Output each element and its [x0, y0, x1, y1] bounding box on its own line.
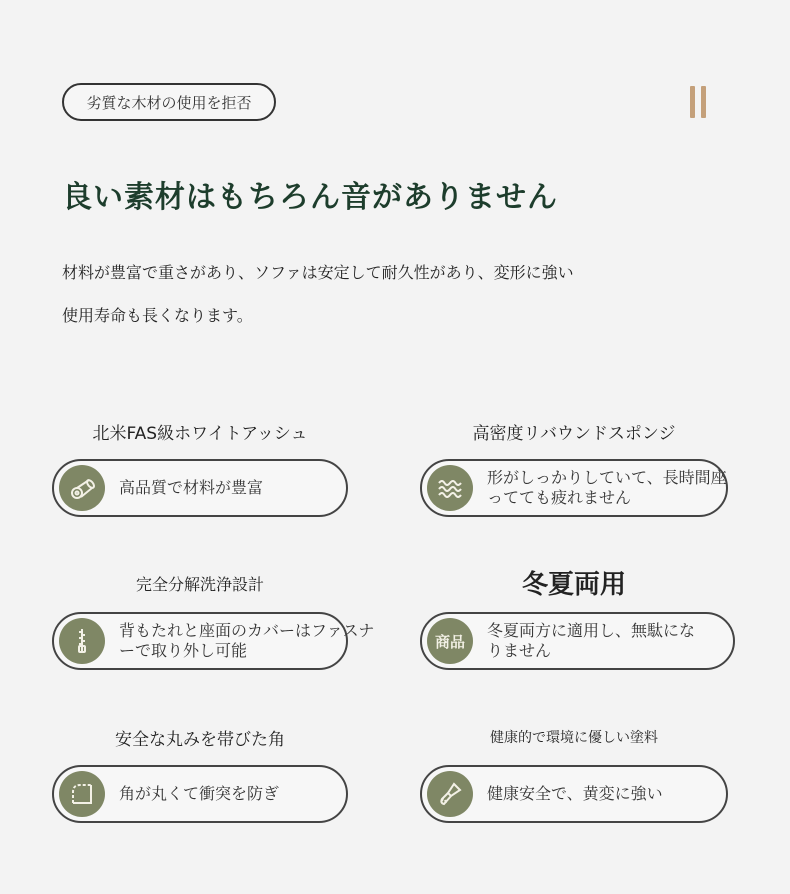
- feature-pill: [52, 459, 348, 517]
- feature-pill: [420, 612, 735, 670]
- feature-pill: [420, 459, 728, 517]
- feature-title: 冬夏両用: [521, 570, 626, 600]
- zipper-icon: [59, 618, 105, 664]
- feature-text-line: 角が丸くて衝突を防ぎ: [119, 784, 280, 803]
- feature-text-line: 冬夏両方に適用し、無駄にな: [487, 621, 696, 640]
- pause-icon[interactable]: [690, 86, 710, 118]
- feature-title: 健康的で環境に優しい塗料: [490, 730, 658, 746]
- feature-pill: [52, 612, 375, 670]
- feature-title: 安全な丸みを帯びた角: [115, 730, 285, 750]
- product-icon-label: 商品: [434, 632, 465, 651]
- feature-text-line: 形がしっかりしていて、長時間座: [487, 468, 727, 487]
- wave-icon: [427, 465, 473, 511]
- rounded-corner-icon: [59, 771, 105, 817]
- product-icon: [427, 618, 473, 664]
- description-line-2: 使用寿命も長くなります。: [62, 306, 253, 325]
- paint-brush-icon: [427, 771, 473, 817]
- tag-badge: [62, 83, 276, 121]
- feature-text-line: 背もたれと座面のカバーはファスナ: [119, 621, 375, 640]
- feature-text-line: ってても疲れません: [487, 488, 632, 507]
- feature-pill: [52, 765, 348, 823]
- description-line-1: 材料が豊富で重さがあり、ソファは安定して耐久性があり、変形に強い: [62, 263, 574, 282]
- feature-text-line: 健康安全で、黄変に強い: [487, 784, 663, 803]
- tag-label: 劣質な木材の使用を拒否: [86, 93, 252, 112]
- feature-pill: [420, 765, 728, 823]
- headline: 良い素材はもちろん音がありません: [62, 180, 558, 215]
- feature-title: 高密度リバウンドスポンジ: [472, 424, 676, 444]
- feature-text-line: ーで取り外し可能: [119, 641, 248, 660]
- feature-title: 完全分解洗浄設計: [135, 575, 264, 594]
- feature-text-line: りません: [487, 641, 552, 660]
- feature-text-line: 高品質で材料が豊富: [119, 478, 264, 497]
- feature-title: 北米FAS級ホワイトアッシュ: [92, 424, 308, 444]
- wood-log-icon: [59, 465, 105, 511]
